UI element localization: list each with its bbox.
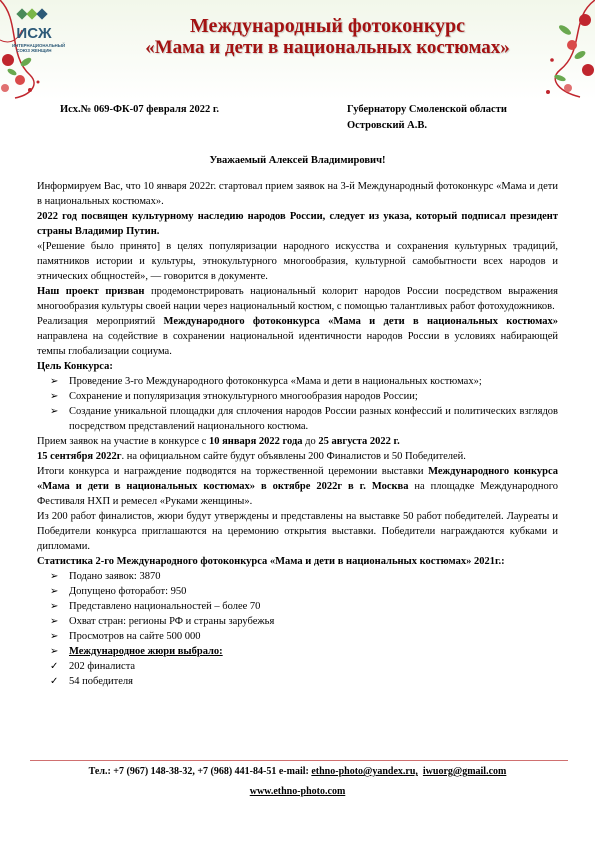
list-item [37,659,558,674]
paragraph-results [37,464,558,509]
website-link[interactable]: www.ethno-photo.com [249,786,346,797]
results-text-c: на площадке Международного Фестиваля НХП и ремесел «Руками женщины». [37,481,558,507]
paragraph-implementation [37,314,558,359]
list-item [37,644,558,659]
paragraph-intro: Информируем Вас, что 10 января 2022г. стартовал прием заявок на 3-й Международный фотоконкурс «Мама и дети в национальных костюмах». [37,181,558,207]
arrow-bullet-icon: ➢ [50,376,59,387]
stat-text: Охват стран: регионы РФ и страны зарубежья [69,616,275,627]
dates-end: 25 августа 2022 г. [318,436,400,447]
title-line-2: «Мама и дети в национальных костюмах» [145,37,510,58]
list-item [37,404,558,434]
list-item [37,599,558,614]
results-text-a: Итоги конкурса и награждение подводятся на торжественной церемонии выставки [37,466,429,477]
outgoing-reference: Исх.№ 069-ФК-07 февраля 2022 г. [60,104,220,115]
project-lead: Наш проект призван [37,286,145,297]
checkmark-icon: ✓ [50,676,59,687]
organization-logo [12,8,66,53]
arrow-bullet-icon: ➢ [50,646,59,657]
project-text: продемонстрировать национальный колорит народов России посредством выражения многообразия культуры своей нации через национальный костюм, с помощью талантливых работ фотохудожников. [37,286,558,312]
paragraph-exhibition: Из 200 работ финалистов, жюри будут утверждены и представлены на выставке 50 работ победителей. Лауреаты и Победители конкурса приглашаются на церемонию открытия выставки. Победители награждаются кубками и дипломами. [37,511,558,552]
jury-item: 54 победителя [69,676,133,687]
arrow-bullet-icon: ➢ [50,616,59,627]
stats-heading: Статистика 2-го Международного фотоконкурса «Мама и дети в национальных костюмах» 2021г.: [37,556,505,567]
arrow-bullet-icon: ➢ [50,571,59,582]
goal-text: Сохранение и популяризация этнокультурного многообразия народов России; [69,391,418,402]
stats-list [37,569,558,689]
dates-start: 10 января 2022 года [208,436,303,447]
footer-divider [30,760,568,761]
stat-text: Представлено национальностей – более 70 [69,601,261,612]
paragraph-decree: 2022 год посвящен культурному наследию народов России, следует из указа, который подписал президент страны Владимир Путин. [37,211,558,237]
list-item [37,674,558,689]
goal-text: Создание уникальной площадки для сплочения народов России разных конфессий и политических взглядов посредством представлений национального костюма. [69,406,558,432]
addressee [347,102,507,134]
paragraph-project [37,284,558,314]
letterhead [0,0,595,100]
goals-list [37,374,558,434]
results-event: Международного конкурса «Мама и дети в национальных костюмах» в октябре 2022г в г. Москва [37,466,558,492]
dates-results: 15 сентября 2022г [37,451,122,462]
list-item [37,389,558,404]
logo-text: ИСЖ [16,25,52,42]
logo-caption: ИНТЕРНАЦИОНАЛЬНЫЙ СОЮЗ ЖЕНЩИН [12,43,66,53]
jury-item: 202 финалиста [69,661,136,672]
goal-text: Проведение 3-го Международного фотоконкурса «Мама и дети в национальных костюмах»; [69,376,482,387]
jury-heading: Международное жюри выбрало: [69,646,223,657]
impl-contest-name: Международного фотоконкурса «Мама и дети в национальных костюмах» [163,316,558,327]
stat-text: Просмотров на сайте 500 000 [69,631,201,642]
greeting: Уважаемый Алексей Владимирович! [209,155,386,166]
arrow-bullet-icon: ➢ [50,406,59,417]
footer-contacts [0,765,595,778]
impl-text-b: направлена на содействие в сохранении национальной идентичности народов России в условиях набирающей темпы глобализации социума. [37,331,558,357]
email-link-1[interactable]: ethno-photo@yandex.ru, [311,766,418,777]
dates-text-c: до [302,436,319,447]
arrow-bullet-icon: ➢ [50,631,59,642]
dates-text-a: Прием заявок на участие в конкурсе с [37,436,209,447]
checkmark-icon: ✓ [50,661,59,672]
title-line-1: Международный фотоконкурс [189,15,466,37]
arrow-bullet-icon: ➢ [50,586,59,597]
stat-text: Допущено фоторабот: 950 [69,586,187,597]
email-link-2[interactable]: iwuorg@gmail.com [422,766,507,777]
letterhead-title [80,15,575,59]
letter-body [37,179,558,689]
dates-text-f: . на официальном сайте будут объявлены 200 Финалистов и 50 Победителей. [121,451,466,462]
paragraph-quote: «[Решение было принято] в целях популяризации народного искусства и сохранения культурных традиций, памятников истории и культуры, этнокультурного многообразия, культурной самобытности всех народов и этнических общностей», — говорится в документе. [37,241,558,282]
paragraph-dates [37,434,558,464]
logo-icon [12,8,56,42]
list-item [37,584,558,599]
stat-text: Подано заявок: 3870 [69,571,161,582]
arrow-bullet-icon: ➢ [50,601,59,612]
list-item [37,374,558,389]
goal-heading: Цель Конкурса: [37,361,113,372]
list-item [37,614,558,629]
list-item [37,629,558,644]
impl-text-a: Реализация мероприятий [37,316,164,327]
arrow-bullet-icon: ➢ [50,391,59,402]
footer-phones: Тел.: +7 (967) 148-38-32, +7 (968) 441-84-51 e-mail: [88,766,312,777]
addressee-position: Губернатору Смоленской области [347,104,507,115]
addressee-name: Островский А.В. [347,120,428,131]
list-item [37,569,558,584]
